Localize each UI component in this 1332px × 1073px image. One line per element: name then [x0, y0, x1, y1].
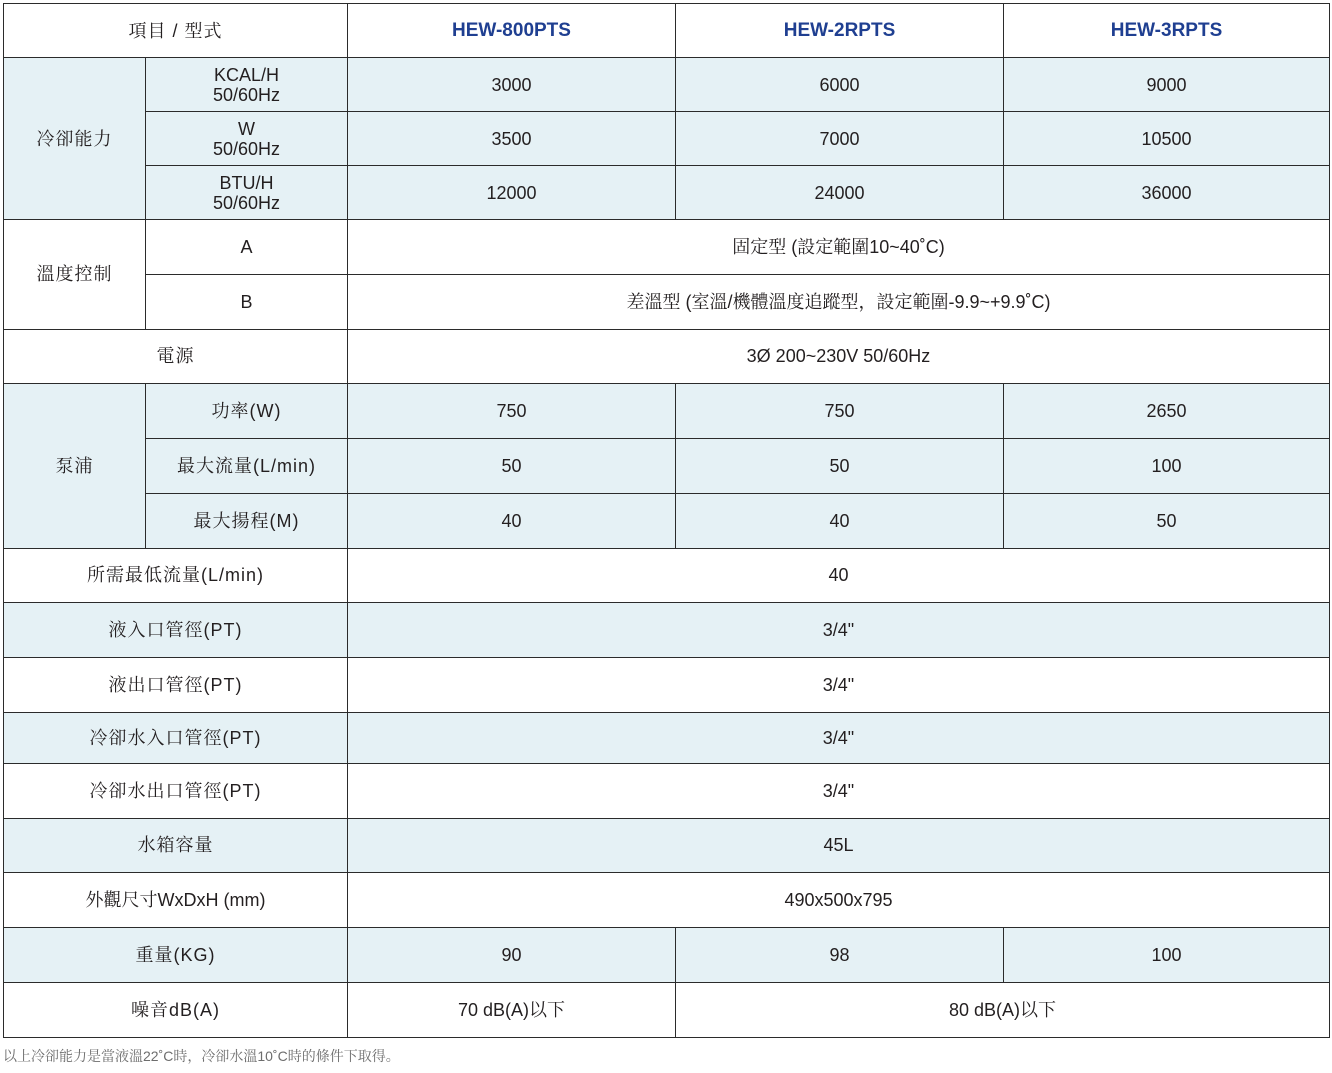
unit-cell	[146, 112, 348, 166]
value-cell: 70 dB(A)以下	[348, 982, 676, 1037]
liquid-inlet-label: 液入口管徑(PT)	[4, 603, 348, 658]
temp-control-label: 溫度控制	[4, 220, 146, 330]
noise-label: 噪音dB(A)	[4, 982, 348, 1037]
table-row	[4, 928, 1330, 983]
value-cell: 750	[348, 384, 676, 439]
table-row	[4, 712, 1330, 763]
value-cell: 12000	[348, 166, 676, 220]
value-cell: 40	[676, 493, 1004, 548]
value-cell: 24000	[676, 166, 1004, 220]
value-cell: 40	[348, 493, 676, 548]
table-row	[4, 58, 1330, 112]
power-label: 電源	[4, 329, 348, 384]
cooling-water-inlet-value: 3/4"	[348, 712, 1330, 763]
value-cell: 750	[676, 384, 1004, 439]
value-cell: 6000	[676, 58, 1004, 112]
cooling-capacity-label: 冷卻能力	[4, 58, 146, 220]
item-type-header: 項目 / 型式	[4, 4, 348, 58]
temp-control-description: 差溫型 (室溫/機體溫度追蹤型，設定範圍-9.9~+9.9˚C)	[348, 274, 1330, 329]
value-cell: 10500	[1004, 112, 1330, 166]
table-row	[4, 548, 1330, 603]
value-cell: 80 dB(A)以下	[676, 982, 1330, 1037]
table-row	[4, 982, 1330, 1037]
spec-table	[3, 3, 1330, 1038]
value-cell: 2650	[1004, 384, 1330, 439]
min-flow-label: 所需最低流量(L/min)	[4, 548, 348, 603]
value-cell: 3500	[348, 112, 676, 166]
cooling-water-outlet-label: 冷卻水出口管徑(PT)	[4, 763, 348, 818]
unit-cell	[146, 58, 348, 112]
min-flow-value: 40	[348, 548, 1330, 603]
liquid-inlet-value: 3/4"	[348, 603, 1330, 658]
value-cell: 36000	[1004, 166, 1330, 220]
dimensions-label: 外觀尺寸WxDxH (mm)	[4, 873, 348, 928]
value-cell: 50	[348, 439, 676, 494]
temp-control-description: 固定型 (設定範圍10~40˚C)	[348, 220, 1330, 275]
table-row	[4, 220, 1330, 275]
liquid-outlet-value: 3/4"	[348, 658, 1330, 713]
unit-cell	[146, 166, 348, 220]
footnote: 以上冷卻能力是當液溫22˚C時，冷卻水溫10˚C時的條件下取得。	[3, 1048, 400, 1064]
tank-capacity-label: 水箱容量	[4, 818, 348, 873]
table-row	[4, 658, 1330, 713]
pump-spec-name: 最大揚程(M)	[146, 493, 348, 548]
model-header: HEW-3RPTS	[1004, 4, 1330, 58]
header-row	[4, 4, 1330, 58]
weight-label: 重量(KG)	[4, 928, 348, 983]
cooling-water-outlet-value: 3/4"	[348, 763, 1330, 818]
liquid-outlet-label: 液出口管徑(PT)	[4, 658, 348, 713]
tank-capacity-value: 45L	[348, 818, 1330, 873]
value-cell: 50	[1004, 493, 1330, 548]
temp-control-type: A	[146, 220, 348, 275]
pump-spec-name: 功率(W)	[146, 384, 348, 439]
table-row	[4, 873, 1330, 928]
dimensions-value: 490x500x795	[348, 873, 1330, 928]
value-cell: 100	[1004, 439, 1330, 494]
unit-line: 50/60Hz	[212, 192, 281, 213]
table-row	[4, 763, 1330, 818]
pump-label: 泵浦	[4, 384, 146, 548]
value-cell: 98	[676, 928, 1004, 983]
unit-line: BTU/H	[219, 172, 274, 193]
model-header: HEW-2RPTS	[676, 4, 1004, 58]
table-row	[4, 166, 1330, 220]
table-row	[4, 603, 1330, 658]
table-row	[4, 329, 1330, 384]
pump-spec-name: 最大流量(L/min)	[146, 439, 348, 494]
unit-line: 50/60Hz	[212, 138, 281, 159]
table-row	[4, 274, 1330, 329]
temp-control-type: B	[146, 274, 348, 329]
unit-line: KCAL/H	[213, 64, 280, 85]
table-row	[4, 384, 1330, 439]
value-cell: 7000	[676, 112, 1004, 166]
unit-line: W	[238, 118, 255, 139]
value-cell: 3000	[348, 58, 676, 112]
table-row	[4, 112, 1330, 166]
unit-line: 50/60Hz	[212, 84, 281, 105]
value-cell: 9000	[1004, 58, 1330, 112]
table-row	[4, 493, 1330, 548]
value-cell: 100	[1004, 928, 1330, 983]
value-cell: 90	[348, 928, 676, 983]
table-row	[4, 818, 1330, 873]
value-cell: 50	[676, 439, 1004, 494]
power-value: 3Ø 200~230V 50/60Hz	[348, 329, 1330, 384]
table-row	[4, 439, 1330, 494]
cooling-water-inlet-label: 冷卻水入口管徑(PT)	[4, 712, 348, 763]
model-header: HEW-800PTS	[348, 4, 676, 58]
